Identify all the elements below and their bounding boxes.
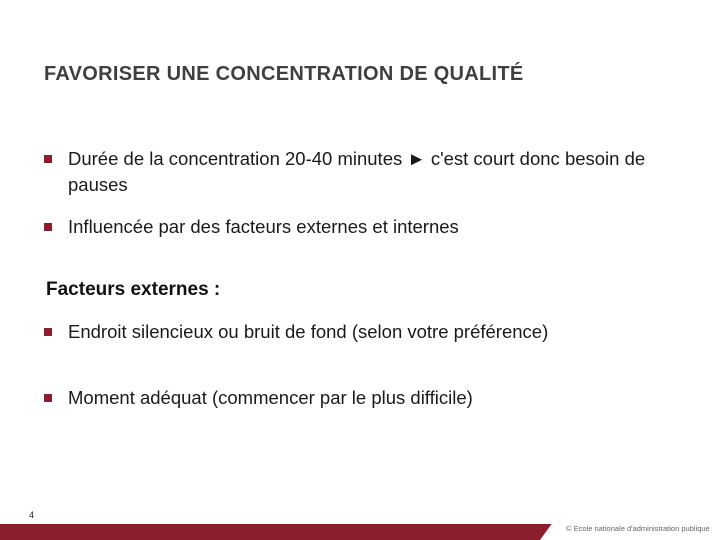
bullet-text: Moment adéquat (commencer par le plus difficile) (68, 387, 473, 408)
bullet-item (44, 214, 678, 240)
bullet-item (44, 319, 678, 345)
bullet-item (44, 146, 678, 198)
bullet-text: Endroit silencieux ou bruit de fond (selon votre préférence) (68, 321, 549, 342)
slide-title: FAVORISER UNE CONCENTRATION DE QUALITÉ (44, 63, 524, 85)
bullet-square-icon (44, 394, 52, 402)
bullet-square-icon (44, 328, 52, 336)
page-number: 4 (29, 510, 35, 520)
bullet-text: Influencée par des facteurs externes et internes (68, 216, 459, 237)
bullet-square-icon (44, 155, 52, 163)
footer-credit: © Ecole nationale d'administration publique (566, 524, 710, 533)
bullet-item (44, 385, 678, 411)
section-subheading: Facteurs externes : (46, 279, 221, 300)
bullet-square-icon (44, 223, 52, 231)
bullet-text: Durée de la concentration 20-40 minutes ► c'est court donc besoin de pauses (68, 148, 646, 195)
